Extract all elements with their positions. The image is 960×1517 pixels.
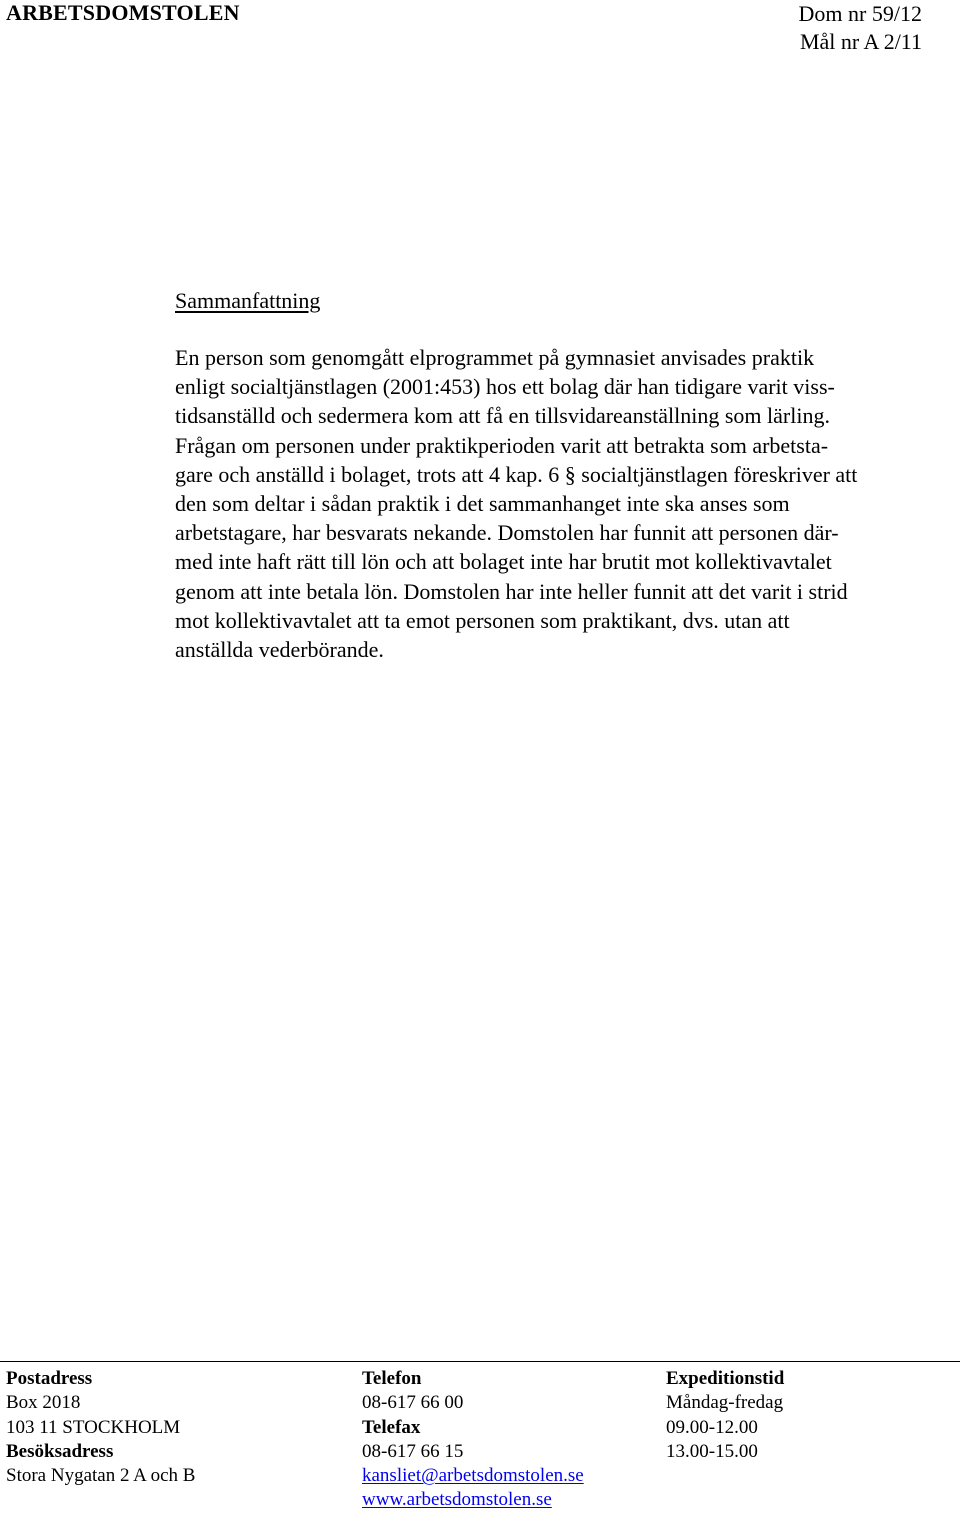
- office-hours-morning: 09.00-12.00: [666, 1416, 758, 1438]
- case-number: Mål nr A 2/11: [799, 29, 922, 54]
- summary-line: tidsanställd och sedermera kom att få en tillsvidareanställning som lärling.: [175, 403, 830, 429]
- summary-line: En person som genomgått elprogrammet på gymnasiet anvisades praktik: [175, 345, 815, 370]
- summary-text: [175, 343, 960, 664]
- office-hours-label: Expeditionstid: [666, 1368, 785, 1389]
- website-link[interactable]: www.arbetsdomstolen.se: [362, 1489, 552, 1511]
- phone-number: 08-617 66 00: [362, 1392, 464, 1414]
- summary-line: enligt socialtjänstlagen (2001:453) hos ett bolag där han tidigare varit viss-: [175, 374, 835, 400]
- office-hours-afternoon: 13.00-15.00: [666, 1440, 758, 1462]
- summary-line: med inte haft rätt till lön och att bolaget inte har brutit mot kollektivavtalet: [175, 549, 832, 575]
- email-link[interactable]: kansliet@arbetsdomstolen.se: [362, 1465, 584, 1487]
- footer-contact-column: [362, 1367, 584, 1513]
- postal-city: 103 11 STOCKHOLM: [6, 1416, 181, 1438]
- footer-hours-column: [666, 1367, 784, 1464]
- summary-line: arbetstagare, har besvarats nekande. Domstolen har funnit att personen där-: [175, 520, 839, 546]
- postal-address-label: Postadress: [6, 1368, 93, 1389]
- phone-label: Telefon: [362, 1368, 422, 1389]
- judgment-number: Dom nr 59/12: [798, 1, 922, 26]
- summary-line: den som deltar i sådan praktik i det sammanhanget inte ska anses som: [175, 491, 790, 517]
- summary-heading: Sammanfattning: [175, 288, 321, 313]
- office-days: Måndag-fredag: [666, 1392, 784, 1414]
- summary-line: genom att inte betala lön. Domstolen har inte heller funnit att det varit i strid: [175, 578, 848, 604]
- visit-address-label: Besöksadress: [6, 1440, 114, 1462]
- court-name: ARBETSDOMSTOLEN: [6, 0, 240, 25]
- visit-street: Stora Nygatan 2 A och B: [6, 1465, 196, 1487]
- summary-line: gare och anställd i bolaget, trots att 4 kap. 6 § socialtjänstlagen föreskriver att: [175, 461, 858, 487]
- footer-address-column: [6, 1367, 195, 1488]
- summary-line: mot kollektivavtalet att ta emot personen som praktikant, dvs. utan att: [175, 607, 790, 633]
- summary-line: anställda vederbörande.: [175, 637, 384, 663]
- case-reference: [799, 0, 922, 56]
- postal-box: Box 2018: [6, 1392, 81, 1414]
- footer-divider: [0, 1361, 960, 1362]
- summary-line: Frågan om personen under praktikperioden varit att betrakta som arbetsta-: [175, 432, 829, 458]
- fax-label: Telefax: [362, 1416, 421, 1438]
- fax-number: 08-617 66 15: [362, 1440, 464, 1462]
